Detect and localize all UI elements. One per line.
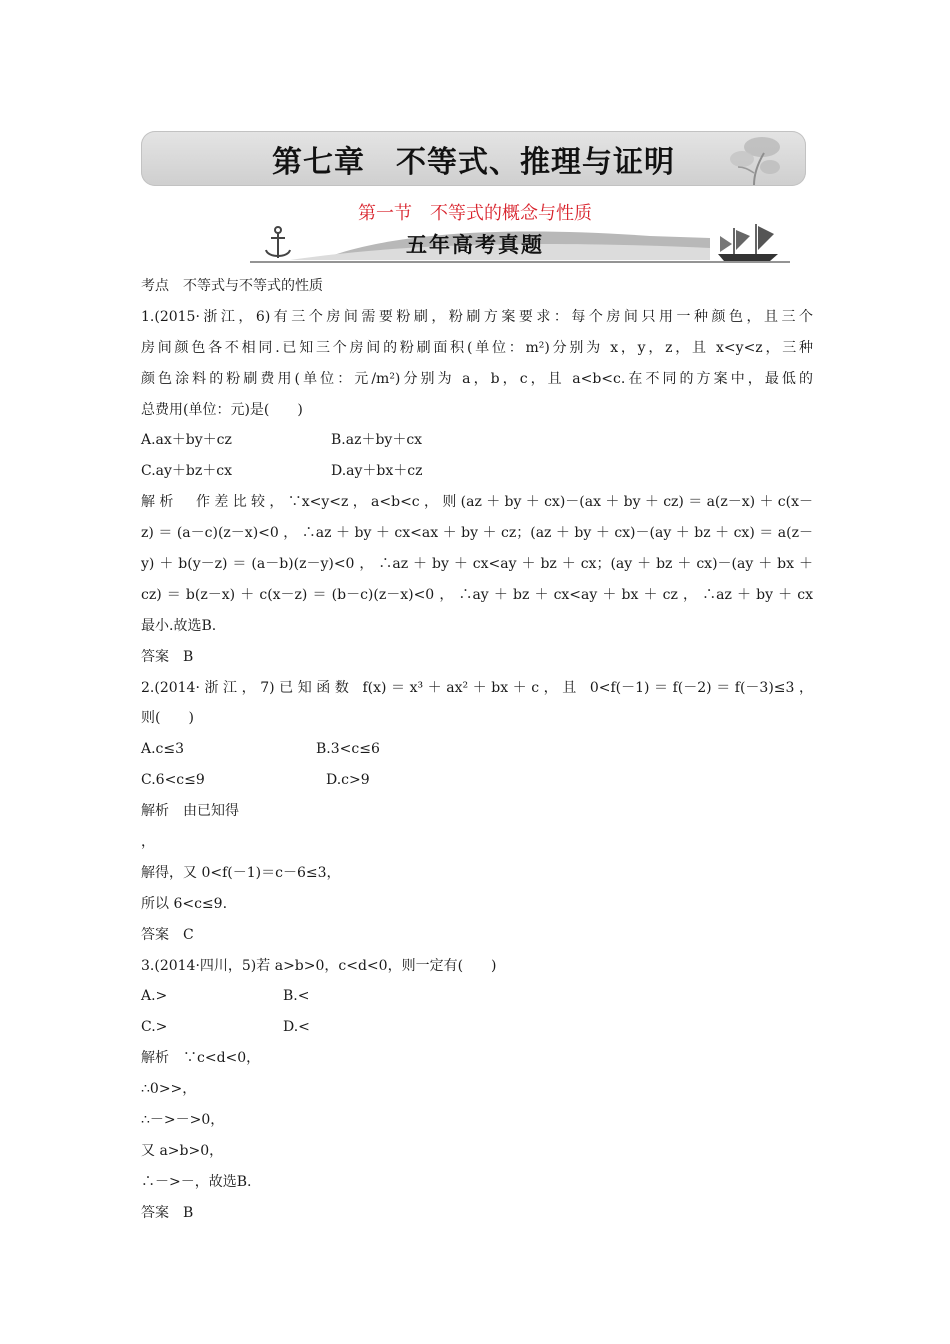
q2-option-d: D.c>9: [326, 772, 370, 789]
q2-solution-line-1: 解析 由已知得: [141, 803, 239, 820]
q1-stem-line-1: 1.(2015·浙江，6)有三个房间需要粉刷，粉刷方案要求：每个房间只用一种颜色，且三个: [141, 308, 813, 325]
q2-options-row-1: [141, 734, 813, 765]
chapter-banner: [141, 131, 806, 186]
q2-answer: 答案 C: [141, 926, 194, 943]
q3-option-b: B.<: [283, 988, 310, 1005]
q1-options-row-1: [141, 425, 813, 456]
q1-solution-line-3: y)＋b(y－z)＝(a－b)(z－y)<0，∴az＋by＋cx<ay＋bz＋cx；(ay＋bz＋cx)－(ay＋bx＋: [141, 556, 813, 573]
q2-option-c: C.6<c≤9: [141, 772, 205, 789]
q1-option-c: C.ay＋bz＋cx: [141, 463, 232, 480]
q2-option-a: A.c≤3: [141, 741, 185, 758]
q3-options-row-2: [141, 1012, 813, 1043]
chapter-title: 第七章 不等式、推理与证明: [272, 145, 675, 180]
section-title: 第一节 不等式的概念与性质: [358, 203, 592, 224]
q1-option-b: B.az＋by＋cx: [331, 432, 423, 449]
q1-option-a: A.ax＋by＋cz: [141, 432, 232, 449]
q1-stem-line-2: 房间颜色各不相同.已知三个房间的粉刷面积(单位：m²)分别为 x，y，z，且 x<y<z，三种: [141, 339, 813, 356]
document-body: [141, 271, 813, 1229]
q3-stem-line-1: 3.(2014·四川，5)若 a>b>0，c<d<0，则一定有( ): [141, 957, 497, 974]
q3-answer: 答案 B: [141, 1204, 194, 1221]
subtitle-five-years-exam: 五年高考真题: [406, 233, 544, 257]
q3-solution-line-5: ∴－>－，故选B.: [141, 1173, 252, 1190]
q1-stem-line-3: 颜色涂料的粉刷费用(单位：元/m²)分别为 a，b，c，且 a<b<c.在不同的方案中，最低的: [141, 370, 813, 387]
q1-option-d: D.ay＋bx＋cz: [331, 463, 423, 480]
q1-solution-line-5: 最小.故选B.: [141, 617, 217, 634]
q3-solution-line-3: ∴－>－>0，: [141, 1112, 225, 1129]
q1-solution-line-1: 解析 作差比较，∵x<y<z，a<b<c，则(az＋by＋cx)－(ax＋by＋cz)＝a(z－x)＋c(x－: [141, 494, 813, 511]
flower-decoration-icon: [724, 133, 788, 187]
q3-solution-line-1: 解析 ∵c<d<0，: [141, 1050, 261, 1067]
topic-heading: 考点 不等式与不等式的性质: [141, 278, 323, 294]
q2-options-row-2: [141, 765, 813, 796]
q2-solution-line-4: 所以 6<c≤9.: [141, 895, 228, 912]
q2-stem-line-2: 则( ): [141, 710, 194, 727]
q3-options-row-1: [141, 981, 813, 1012]
q3-solution-line-4: 又 a>b>0，: [141, 1142, 224, 1159]
q3-option-c: C.>: [141, 1019, 168, 1036]
q1-stem-line-4: 总费用(单位：元)是( ): [141, 401, 303, 418]
q2-stem-line-1: 2.(2014·浙江，7)已知函数 f(x)＝x³＋ax²＋bx＋c，且 0<f(－1)＝f(－2)＝f(－3)≤3，: [141, 679, 813, 696]
q1-solution-line-4: cz)＝b(z－x)＋c(x－z)＝(b－c)(z－x)<0，∴ay＋bz＋cx<ay＋bx＋cz，∴az＋by＋cx: [141, 586, 813, 603]
q1-options-row-2: [141, 456, 813, 487]
q2-solution-line-3: 解得，又 0<f(－1)＝c－6≤3，: [141, 864, 341, 881]
q2-solution-line-2: ，: [141, 834, 155, 851]
q3-option-a: A.>: [141, 988, 168, 1005]
q3-option-d: D.<: [283, 1019, 310, 1036]
q1-solution-line-2: z)＝(a－c)(z－x)<0，∴az＋by＋cx<ax＋by＋cz；(az＋by＋cx)－(ay＋bz＋cx)＝a(z－: [141, 525, 813, 542]
q3-solution-line-2: ∴0>>，: [141, 1081, 197, 1098]
q2-option-b: B.3<c≤6: [316, 741, 380, 758]
q1-answer: 答案 B: [141, 648, 194, 665]
